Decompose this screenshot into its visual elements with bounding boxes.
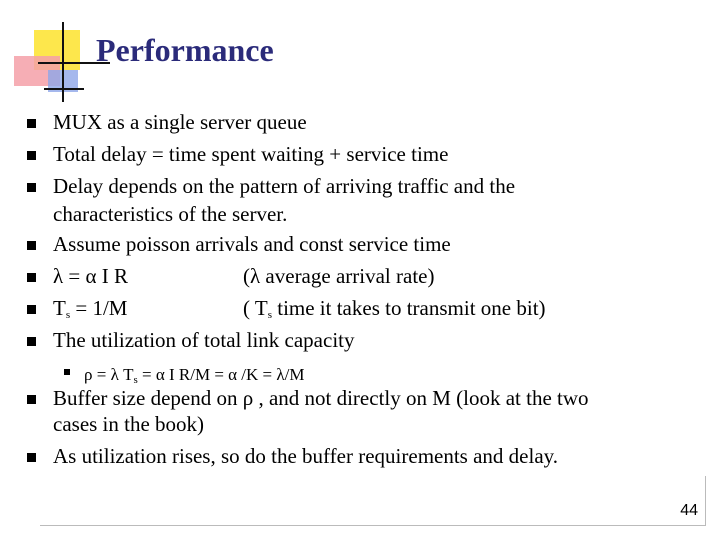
- bullet-text: As utilization rises, so do the buffer requirements and delay.: [53, 444, 559, 468]
- bullet-marker: [27, 241, 36, 250]
- footer-rule: [40, 525, 705, 526]
- bullet-annotation: [243, 294, 546, 330]
- bullet-marker: [27, 453, 36, 462]
- bullet-marker: [27, 119, 36, 128]
- bullet-marker: [27, 395, 36, 404]
- subscript: s: [267, 309, 272, 321]
- logo-decoration: [0, 0, 110, 110]
- bullet-text-part: = 1/M: [70, 296, 128, 320]
- subscript: s: [133, 374, 138, 386]
- logo-horizontal-line-2: [44, 88, 84, 90]
- bullet-text: Total delay = time spent waiting + service time: [53, 142, 449, 166]
- bullet-text: characteristics of the server.: [53, 202, 288, 226]
- bullet-text-part: = α I R/M = α /K = λ/M: [137, 365, 305, 384]
- bullet-marker: [27, 337, 36, 346]
- page-number: 44: [680, 502, 698, 519]
- sub-bullet-marker: [64, 369, 70, 375]
- bullet-marker: [27, 273, 36, 282]
- bullet-text: Buffer size depend on ρ , and not directly on M (look at the two: [53, 386, 589, 410]
- bullet-text: cases in the book): [53, 412, 205, 436]
- bullet-text-part: ( T: [243, 296, 268, 320]
- bullet-text: MUX as a single server queue: [53, 110, 307, 134]
- bullet-text-part: time it takes to transmit one bit): [271, 296, 546, 320]
- bullet-text-part: T: [53, 296, 66, 320]
- subscript: s: [65, 309, 71, 321]
- bullet-marker: [27, 151, 36, 160]
- bullet-text: The utilization of total link capacity: [53, 328, 355, 352]
- bullet-marker: [27, 305, 36, 314]
- bullet-annotation: (λ average arrival rate): [243, 264, 435, 288]
- slide-title: Performance: [96, 32, 274, 68]
- bullet-text: Assume poisson arrivals and const service time: [53, 232, 451, 256]
- bullet-text-part: ρ = λ T: [84, 365, 134, 384]
- bullet-text: Delay depends on the pattern of arriving traffic and the: [53, 174, 516, 198]
- bullet-marker: [27, 183, 36, 192]
- footer-rule-vertical: [705, 476, 706, 526]
- bullet-text: λ = α I R: [53, 264, 129, 288]
